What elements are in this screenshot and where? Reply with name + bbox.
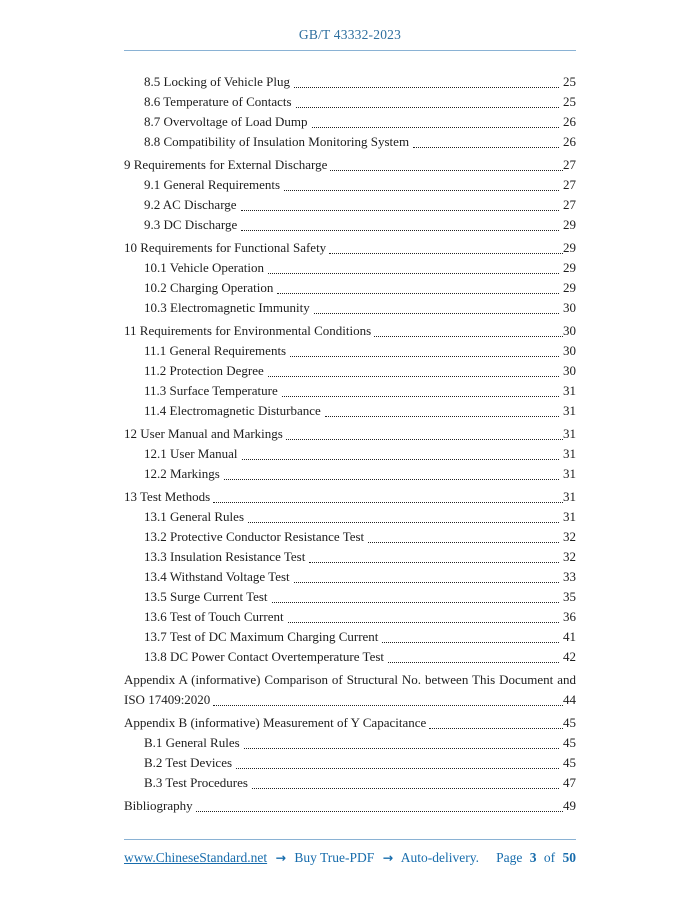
toc-dot-leader <box>220 464 563 484</box>
toc-page-number: 25 <box>563 94 576 109</box>
footer-divider <box>124 839 576 840</box>
toc-dot-leader <box>264 361 563 381</box>
toc-entry[interactable] <box>124 647 576 667</box>
toc-page-number: 30 <box>563 323 576 338</box>
toc-page-number: 41 <box>563 629 576 644</box>
toc-entry[interactable] <box>124 341 576 361</box>
toc-dot-leader <box>244 507 563 527</box>
toc-entry[interactable] <box>124 258 576 278</box>
toc-entry-label: 13.6 Test of Touch Current <box>144 609 284 624</box>
toc-entry[interactable] <box>124 381 576 401</box>
toc-entry-label: 13.8 DC Power Contact Overtemperature Test <box>144 649 385 664</box>
toc-entry-label: 13.1 General Rules <box>144 509 245 524</box>
toc-entry[interactable] <box>124 713 576 733</box>
toc-entry[interactable] <box>124 487 576 507</box>
toc-page-number: 29 <box>563 260 576 275</box>
toc-entry[interactable] <box>124 607 576 627</box>
toc-dot-leader <box>290 72 563 92</box>
toc-page-number: 26 <box>563 114 576 129</box>
toc-page-number: 31 <box>563 403 576 418</box>
current-page-number: 3 <box>529 850 537 865</box>
toc-page-number: 33 <box>563 569 576 584</box>
toc-entry[interactable] <box>124 215 576 235</box>
toc-entry[interactable] <box>124 796 576 816</box>
toc-dot-leader <box>426 713 563 733</box>
toc-page-number: 32 <box>563 549 576 564</box>
toc-entry[interactable] <box>124 401 576 421</box>
toc-entry[interactable] <box>124 132 576 152</box>
toc-page-number: 31 <box>563 466 576 481</box>
toc-entry-label: 13.3 Insulation Resistance Test <box>144 549 306 564</box>
toc-page-number: 29 <box>563 280 576 295</box>
toc-entry-label: 13.7 Test of DC Maximum Charging Current <box>144 629 379 644</box>
toc-entry-label: 12.2 Markings <box>144 466 220 481</box>
right-arrow-icon: → <box>382 850 394 865</box>
toc-page-number: 27 <box>563 157 576 172</box>
toc-entry-label: 13.5 Surge Current Test <box>144 589 268 604</box>
toc-entry-label: 13.2 Protective Conductor Resistance Test <box>144 529 365 544</box>
toc-dot-leader <box>238 444 563 464</box>
toc-entry[interactable] <box>124 547 576 567</box>
toc-entry[interactable] <box>124 464 576 484</box>
toc-entry[interactable] <box>124 298 576 318</box>
toc-entry-label: 11.2 Protection Degree <box>144 363 264 378</box>
toc-page-number: 30 <box>563 363 576 378</box>
toc-dot-leader <box>326 238 563 258</box>
toc-page-number: 29 <box>563 217 576 232</box>
toc-dot-leader <box>321 401 563 421</box>
toc-dot-leader <box>240 733 563 753</box>
toc-entry-label: Bibliography <box>124 798 193 813</box>
toc-page-number: 30 <box>563 300 576 315</box>
toc-page-number: 25 <box>563 74 576 89</box>
toc-page-number: 44 <box>563 692 576 707</box>
toc-entry-label: 12 User Manual and Markings <box>124 426 283 441</box>
toc-dot-leader <box>248 773 563 793</box>
toc-entry-label: 8.8 Compatibility of Insulation Monitoring System <box>144 134 410 149</box>
toc-entry-label: 8.7 Overvoltage of Load Dump <box>144 114 308 129</box>
toc-entry-label: B.2 Test Devices <box>144 755 233 770</box>
toc-entry[interactable] <box>124 567 576 587</box>
toc-entry[interactable] <box>124 507 576 527</box>
toc-dot-leader <box>193 796 563 816</box>
toc-dot-leader <box>284 607 563 627</box>
toc-entry-label: 11.1 General Requirements <box>144 343 287 358</box>
toc-dot-leader <box>210 487 563 507</box>
toc-page-number: 30 <box>563 343 576 358</box>
toc-entry[interactable] <box>124 278 576 298</box>
toc-dot-leader <box>292 92 563 112</box>
toc-dot-leader <box>280 175 563 195</box>
footer-promo <box>124 848 479 868</box>
toc-entry-label: B.1 General Rules <box>144 735 240 750</box>
toc-page-number: 32 <box>563 529 576 544</box>
toc-entry-label: 8.6 Temperature of Contacts <box>144 94 292 109</box>
toc-entry-label: 13 Test Methods <box>124 489 211 504</box>
toc-page-number: 31 <box>563 446 576 461</box>
toc-entry[interactable] <box>124 444 576 464</box>
page-indicator <box>496 848 576 868</box>
toc-dot-leader <box>364 527 563 547</box>
toc-entry[interactable] <box>124 321 576 341</box>
toc-entry-label: 11 Requirements for Environmental Conditions <box>124 323 372 338</box>
of-label: of <box>543 850 556 865</box>
toc-entry-label: 11.3 Surface Temperature <box>144 383 278 398</box>
toc-page-number: 35 <box>563 589 576 604</box>
toc-entry[interactable] <box>124 361 576 381</box>
toc-page-number: 29 <box>563 240 576 255</box>
toc-entry[interactable] <box>124 175 576 195</box>
toc-entry[interactable] <box>124 92 576 112</box>
toc-dot-leader <box>264 258 563 278</box>
toc-entry[interactable] <box>124 753 576 773</box>
toc-dot-leader <box>210 690 563 710</box>
toc-entry[interactable] <box>124 238 576 258</box>
toc-entry-label: 10.1 Vehicle Operation <box>144 260 264 275</box>
toc-page-number: 31 <box>563 383 576 398</box>
toc-page-number: 31 <box>563 509 576 524</box>
toc-page-number: 45 <box>563 735 576 750</box>
toc-entry-label: 9.1 General Requirements <box>144 177 281 192</box>
toc-dot-leader <box>384 647 563 667</box>
toc-page-number: 42 <box>563 649 576 664</box>
toc-dot-leader <box>237 215 563 235</box>
toc-dot-leader <box>286 341 563 361</box>
toc-entry[interactable] <box>124 155 576 175</box>
toc-entry-label: Appendix B (informative) Measurement of Y Capacitance <box>124 715 427 730</box>
toc-entry-label: 9.3 DC Discharge <box>144 217 238 232</box>
toc-entry[interactable] <box>124 195 576 215</box>
toc-dot-leader <box>327 155 563 175</box>
toc-dot-leader <box>305 547 563 567</box>
toc-entry-wrapped-line[interactable]: Appendix A (informative) Comparison of Structural No. between This Document and <box>124 672 576 687</box>
delivery-text: Auto-delivery. <box>400 850 479 865</box>
toc-dot-leader <box>290 567 563 587</box>
toc-entry-label: 12.1 User Manual <box>144 446 238 461</box>
toc-entry[interactable] <box>124 424 576 444</box>
page-footer <box>124 848 576 868</box>
toc-dot-leader <box>378 627 563 647</box>
toc-entry[interactable] <box>124 733 576 753</box>
toc-page-number: 27 <box>563 177 576 192</box>
toc-entry[interactable] <box>124 527 576 547</box>
toc-dot-leader <box>308 112 563 132</box>
toc-entry-label: ISO 17409:2020 <box>124 692 211 707</box>
toc-page-number: 47 <box>563 775 576 790</box>
toc-entry[interactable] <box>124 627 576 647</box>
toc-page-number: 27 <box>563 197 576 212</box>
toc-dot-leader <box>273 278 563 298</box>
toc-page-number: 31 <box>563 489 576 504</box>
toc-entry-label: 10.3 Electromagnetic Immunity <box>144 300 310 315</box>
toc-entry-label: 11.4 Electromagnetic Disturbance <box>144 403 321 418</box>
toc-dot-leader <box>371 321 563 341</box>
toc-page-number: 45 <box>563 755 576 770</box>
toc-dot-leader <box>283 424 563 444</box>
toc-dot-leader <box>232 753 563 773</box>
toc-entry-label: 9.2 AC Discharge <box>144 197 237 212</box>
header-divider <box>124 50 576 51</box>
toc-dot-leader <box>409 132 563 152</box>
toc-entry[interactable] <box>124 587 576 607</box>
toc-page-number: 26 <box>563 134 576 149</box>
toc-entry[interactable] <box>124 690 576 710</box>
buy-pdf-text: Buy True-PDF <box>294 850 375 865</box>
toc-entry[interactable] <box>124 112 576 132</box>
toc-dot-leader <box>268 587 563 607</box>
toc-page-number: 49 <box>563 798 576 813</box>
toc-page-number: 31 <box>563 426 576 441</box>
toc-entry-label: 8.5 Locking of Vehicle Plug <box>144 74 290 89</box>
toc-entry-label: 10.2 Charging Operation <box>144 280 274 295</box>
toc-entry-label: 10 Requirements for Functional Safety <box>124 240 327 255</box>
page-label: Page <box>496 850 523 865</box>
total-page-count: 50 <box>562 850 576 865</box>
table-of-contents <box>124 64 576 816</box>
toc-page-number: 36 <box>563 609 576 624</box>
toc-dot-leader <box>237 195 563 215</box>
website-link[interactable]: www.ChineseStandard.net <box>124 850 268 865</box>
toc-entry[interactable] <box>124 72 576 92</box>
right-arrow-icon: → <box>275 850 286 865</box>
toc-entry-label: 9 Requirements for External Discharge <box>124 157 328 172</box>
toc-dot-leader <box>310 298 563 318</box>
toc-dot-leader <box>278 381 563 401</box>
toc-entry-label: B.3 Test Procedures <box>144 775 248 790</box>
toc-page-number: 45 <box>563 715 576 730</box>
standard-number-header: GB/T 43332-2023 <box>298 27 402 42</box>
toc-entry[interactable] <box>124 773 576 793</box>
toc-entry-label: 13.4 Withstand Voltage Test <box>144 569 290 584</box>
